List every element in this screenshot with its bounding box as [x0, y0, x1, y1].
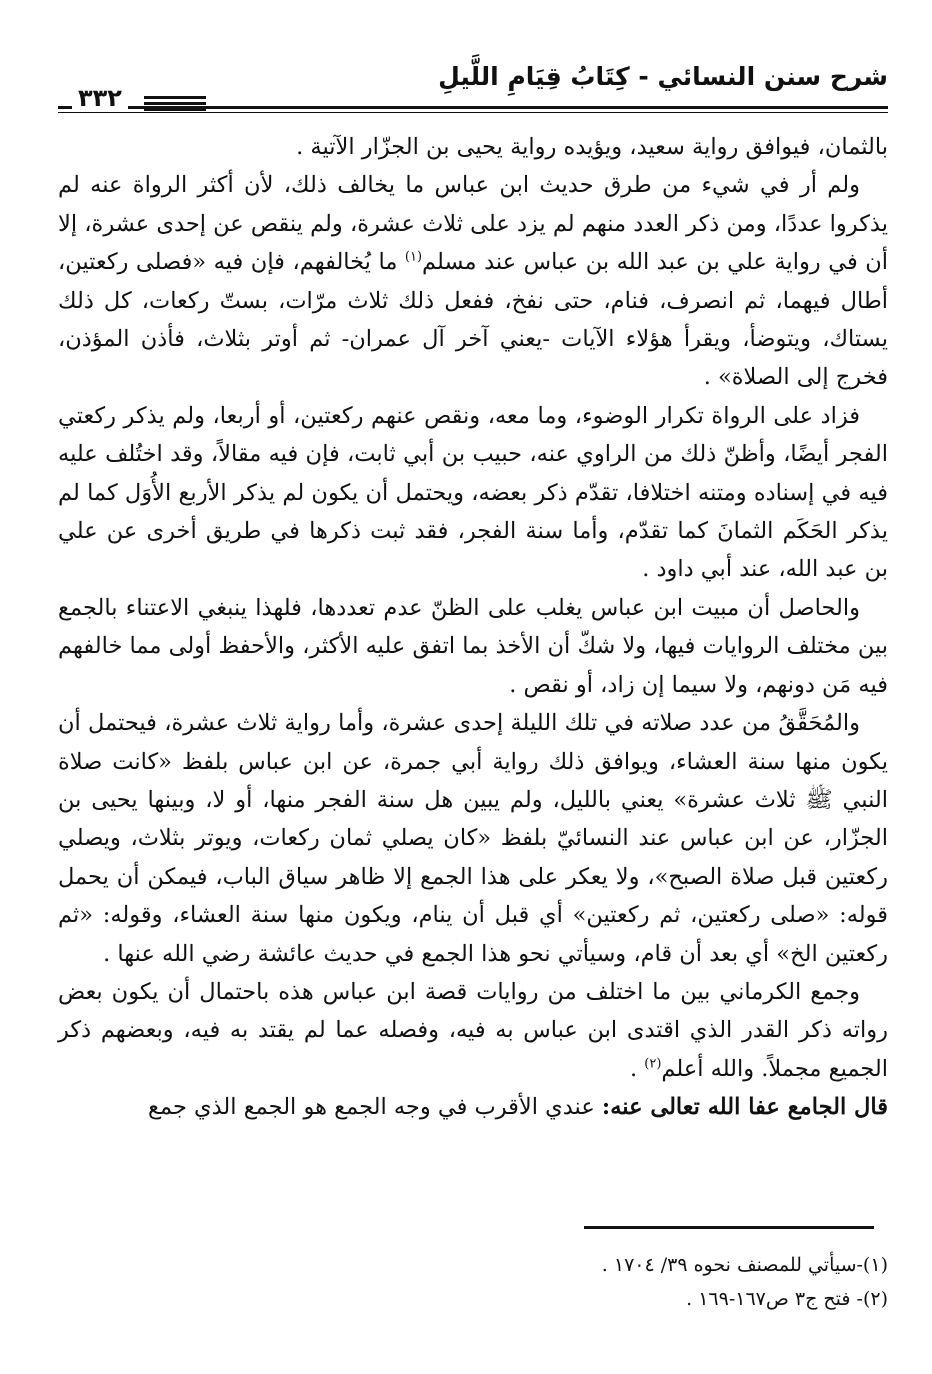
paragraph-6-part-b: . [629, 1055, 645, 1082]
page-header [58, 62, 888, 118]
paragraph-3: فزاد على الرواة تكرار الوضوء، وما معه، ونقص عنهم ركعتين، أو أربعا، ولم يذكر ركعتي الفجر أيضًا، وأظنّ ذلك من الراوي عنه، حبيب بن أبي ثابت، فإن فيه مقالاً، وقد اختُلف عليه فيه في إسناده ومتنه اختلافا، تقدّم ذكر بعضه، ويحتمل أن يكون لم يذكر الأربع الأُوَل كما لم يذكر الحَكَم الثمانَ كما تقدّم، وأما سنة الفجر، فقد ثبت ذكرها في طريق أخرى عن علي بن عبد الله، عند أبي داود . [58, 402, 888, 583]
footnote-2: (٢)- فتح ج٣ ص١٦٧-١٦٩ . [686, 1288, 888, 1310]
page-number: ٣٣٢ [72, 84, 128, 112]
paragraph-1: بالثمان، فيوافق رواية سعيد، ويؤيده رواية يحيى بن الجزّار الآتية . [296, 134, 888, 160]
running-title: شرح سنن النسائي - كِتَابُ قِيَامِ اللَّيلِ [438, 62, 888, 91]
footnote-ref-2[interactable]: (٢) [644, 1056, 662, 1072]
paragraph-5: والمُحَقَّقُ من عدد صلاته في تلك الليلة إحدى عشرة، وأما رواية ثلاث عشرة، فيحتمل أن يكون منها سنة العشاء، ويوافق ذلك رواية أبي جمرة، عن ابن عباس بلفظ «كانت صلاة النبي ﷺ ثلاث عشرة» يعني بالليل، ولم يبين هل سنة الفجر منها، أو لا، وبينها يحيى بن الجزّار، عن ابن عباس عند النسائيّ بلفظ «كان يصلي ثمان ركعات، ويوتر بثلاث، ويصلي ركعتين قبل صلاة الصبح»، ولا يعكر على هذا الجمع إلا ظاهر سياق الباب، فيمكن أن يحمل قوله: «صلى ركعتين، ثم ركعتين» أي قبل أن ينام، ويكون منها سنة العشاء، وقوله: «ثم ركعتين الخ» أي بعد أن قام، وسيأتي نحو هذا الجمع في حديث عائشة رضي الله عنها . [58, 710, 888, 967]
footnote-ref-1[interactable]: (١) [404, 249, 423, 265]
paragraph-6 [58, 973, 888, 1088]
paragraph-7-text: عندي الأقرب في وجه الجمع هو الجمع الذي جمع [147, 1094, 602, 1121]
page-number-ornament [144, 96, 206, 114]
footnote-rule [584, 1226, 874, 1229]
paragraph-4: والحاصل أن مبيت ابن عباس يغلب على الظنّ عدم تعددها، فلهذا ينبغي الاعتناء بالجمع بين مختلف الروايات فيها، ولا شكّ أن الأخذ بما اتفق عليه الأكثر، والأحفظ أولى مما خالفهم فيه مَن دونهم، ولا سيما إن زاد، أو نقص . [58, 594, 888, 698]
paragraph-6-part-a: وجمع الكرماني بين ما اختلف من روايات قصة ابن عباس هذه باحتمال أن يكون بعض رواته ذكر القدر الذي اقتدى ابن عباس به فيه، وفصله عما لم يقتد به فيه، وبعضهم ذكر الجميع مجملاً. والله أعلم [58, 978, 888, 1082]
paragraph-2 [58, 166, 888, 396]
paragraph-2-part-a: ولم أر في شيء من طرق حديث ابن عباس ما يخالف ذلك، لأن أكثر الرواة عنه لم يذكروا عددًا، ومن ذكر العدد منهم لم يزد على ثلاث عشرة، ولم ينقص عن إحدى عشرة، إلا أن في رواية علي بن عبد الله بن عباس عند مسلم [58, 172, 889, 276]
body-text [58, 128, 888, 1127]
footnote-1: (١)-سيأتي للمصنف نحوه ٣٩/ ١٧٠٤ . [601, 1254, 888, 1276]
paragraph-7 [58, 1088, 888, 1126]
paragraph-2-part-b: ما يُخالفهم، فإن فيه «فصلى ركعتين، أطال فيهما، ثم انصرف، فنام، حتى نفخ، ففعل ذلك ثلاث مرّات، بستّ ركعات، كل ذلك يستاك، ويتوضأ، ويقرأ هؤلاء الآيات -يعني آخر آل عمران- ثم أوتر بثلاث، فأذن المؤذن، فخرج إلى الصلاة» . [58, 249, 888, 391]
compiler-note-lead: قال الجامع عفا الله تعالى عنه: [601, 1094, 888, 1121]
footnotes [58, 1248, 888, 1316]
